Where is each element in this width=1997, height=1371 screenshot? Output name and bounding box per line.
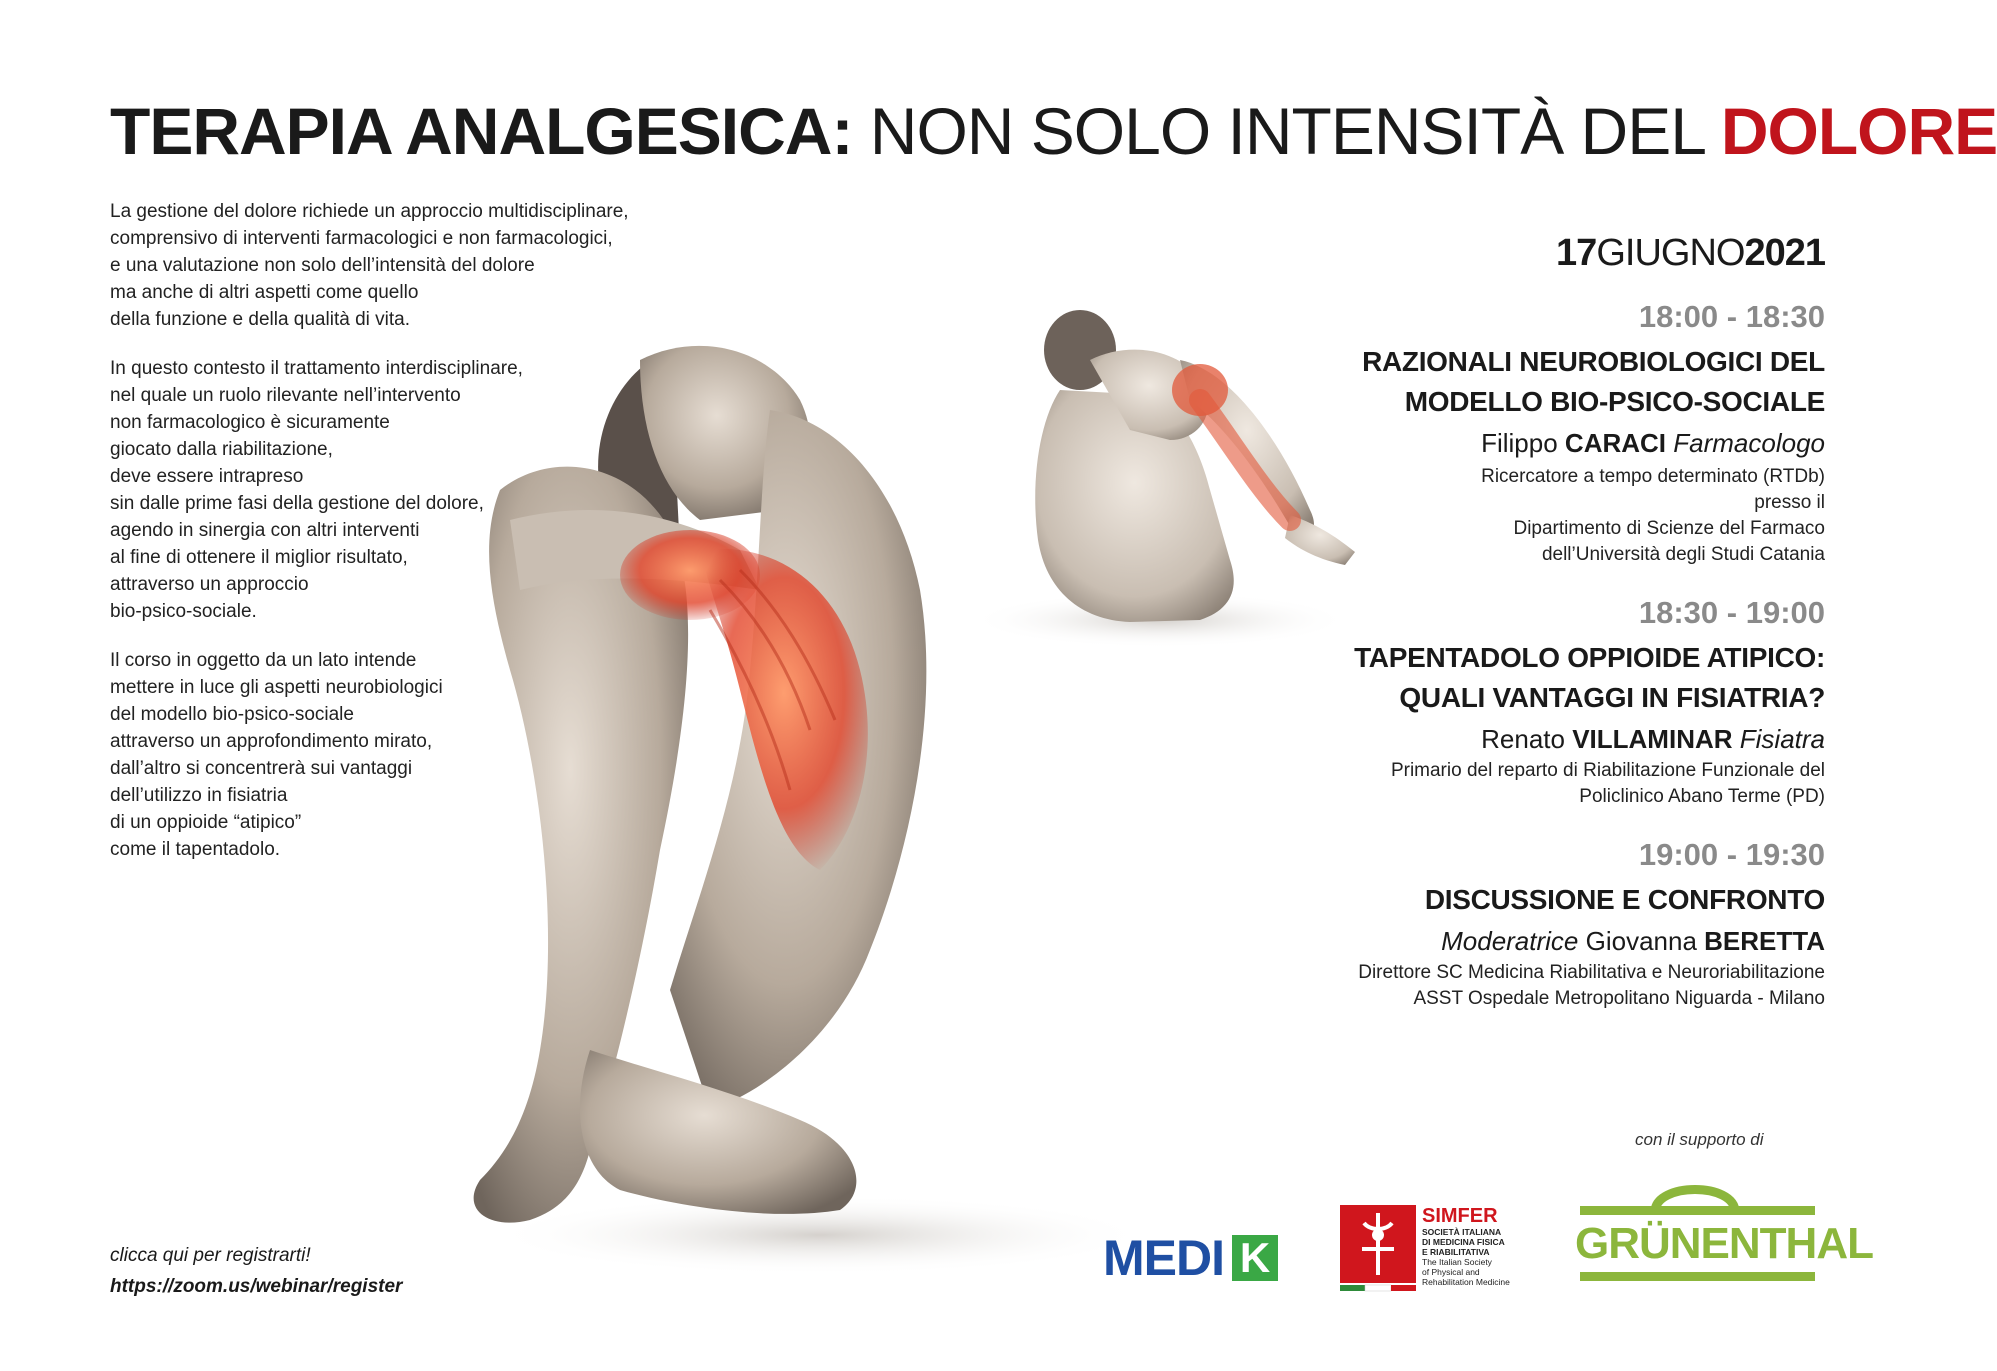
intro-line: come il tapentadolo. [110,839,281,860]
intro-line: attraverso un approfondimento mirato, [110,731,433,752]
speaker-first-name: Renato [1481,724,1573,754]
intro-line: deve essere intrapreso [110,466,304,487]
page-title [110,92,1997,170]
simfer-line: SOCIETÀ ITALIANA [1422,1227,1502,1237]
session-title [1205,342,1825,422]
affiliation-line: ASST Ospedale Metropolitano Niguarda - Milano [1413,988,1825,1009]
figure-man [474,346,927,1223]
session-title-line: MODELLO BIO-PSICO-SOCIALE [1404,386,1825,417]
date-month: GIUGNO [1596,232,1745,274]
medik-logo-text: MEDI [1103,1230,1224,1286]
speaker-last-name: VILLAMINAR [1572,724,1733,754]
speaker-last-name: BERETTA [1704,926,1825,956]
registration [110,1240,402,1302]
intro-line: nel quale un ruolo rilevante nell’intervento [110,385,461,406]
simfer-subtitle [1422,1227,1510,1287]
session-title [1205,880,1825,920]
session-time: 18:30 - 19:00 [1638,595,1825,630]
intro-line: del modello bio-psico-sociale [110,704,354,725]
session-title-line: DISCUSSIONE E CONFRONTO [1424,884,1825,915]
affiliation-line: Direttore SC Medicina Riabilitativa e Neuroriabilitazione [1358,962,1825,983]
session-title [1205,638,1825,718]
intro-line: La gestione del dolore richiede un approccio multidisciplinare, [110,201,629,222]
simfer-logo [1340,1205,1520,1295]
title-part-3: DOLORE [1720,94,1997,168]
intro-line: dall’altro si concentrerà sui vantaggi [110,758,413,779]
speaker [1205,722,1825,756]
medik-logo-k: K [1232,1235,1278,1281]
affiliation-line: Primario del reparto di Riabilitazione Funzionale del [1390,760,1825,781]
speaker-first-name: Filippo [1481,428,1565,458]
program [1205,230,1825,1012]
session-2 [1205,594,1825,810]
intro-line: giocato dalla riabilitazione, [110,439,333,460]
simfer-line: of Physical and [1422,1267,1480,1277]
affiliation-line: presso il [1754,492,1825,513]
simfer-line: Rehabilitation Medicine [1422,1277,1510,1287]
intro-line: non farmacologico è sicuramente [110,412,390,433]
speaker-first-name: Giovanna [1578,926,1705,956]
title-part-1: TERAPIA ANALGESICA: [110,94,853,168]
intro-line: comprensivo di interventi farmacologici e non farmacologici, [110,228,613,249]
simfer-line: E RIABILITATIVA [1422,1247,1490,1257]
intro-line: bio-psico-sociale. [110,601,257,622]
simfer-emblem-icon [1340,1205,1416,1291]
speaker-affiliation [1205,758,1825,810]
intro-line: della funzione e della qualità di vita. [110,309,410,330]
speaker-last-name: CARACI [1564,428,1667,458]
event-date [1205,230,1825,276]
grunenthal-name: GRÜNENTHAL [1575,1219,1873,1268]
title-part-2: NON SOLO INTENSITÀ DEL [852,94,1721,168]
speaker [1205,426,1825,460]
intro-line: sin dalle prime fasi della gestione del dolore, [110,493,484,514]
intro-line: e una valutazione non solo dell’intensità del dolore [110,255,535,276]
medik-logo [1103,1232,1278,1284]
date-day: 17 [1556,232,1597,274]
affiliation-line: dell’Università degli Studi Catania [1541,544,1825,565]
speaker-role: Moderatrice [1441,926,1579,956]
speaker-affiliation [1205,464,1825,568]
intro-line: mettere in luce gli aspetti neurobiologici [110,677,443,698]
intro-line: al fine di ottenere il miglior risultato, [110,547,408,568]
session-1 [1205,298,1825,568]
intro-line: agendo in sinergia con altri interventi [110,520,420,541]
speaker [1205,924,1825,958]
support-label: con il supporto di [1635,1130,1764,1149]
registration-link[interactable]: https://zoom.us/webinar/register [110,1276,403,1297]
session-title-line: TAPENTADOLO OPPIOIDE ATIPICO: [1354,642,1825,673]
date-year: 2021 [1744,232,1825,274]
speaker-affiliation [1205,960,1825,1012]
intro-line: Il corso in oggetto da un lato intende [110,650,417,671]
simfer-line: DI MEDICINA FISICA [1422,1237,1505,1247]
session-time: 18:00 - 18:30 [1638,299,1825,334]
session-title-line: QUALI VANTAGGI IN FISIATRIA? [1399,682,1825,713]
intro-line: ma anche di altri aspetti come quello [110,282,419,303]
affiliation-line: Policlinico Abano Terme (PD) [1579,786,1825,807]
intro-line: dell’utilizzo in fisiatria [110,785,288,806]
registration-cta[interactable]: clicca qui per registrarti! [110,1245,311,1266]
affiliation-line: Dipartimento di Scienze del Farmaco [1513,518,1825,539]
simfer-name: SIMFER [1422,1205,1498,1227]
affiliation-line: Ricercatore a tempo determinato (RTDb) [1481,466,1825,487]
intro-line: attraverso un approccio [110,574,309,595]
simfer-line: The Italian Society [1422,1257,1492,1267]
session-3 [1205,836,1825,1012]
speaker-role: Fisiatra [1732,724,1825,754]
speaker-role: Farmacologo [1666,428,1825,458]
intro-line: In questo contesto il trattamento interdisciplinare, [110,358,523,379]
grunenthal-logo [1575,1160,1873,1290]
session-time: 19:00 - 19:30 [1638,837,1825,872]
intro-line: di un oppioide “atipico” [110,812,302,833]
session-title-line: RAZIONALI NEUROBIOLOGICI DEL [1362,346,1825,377]
